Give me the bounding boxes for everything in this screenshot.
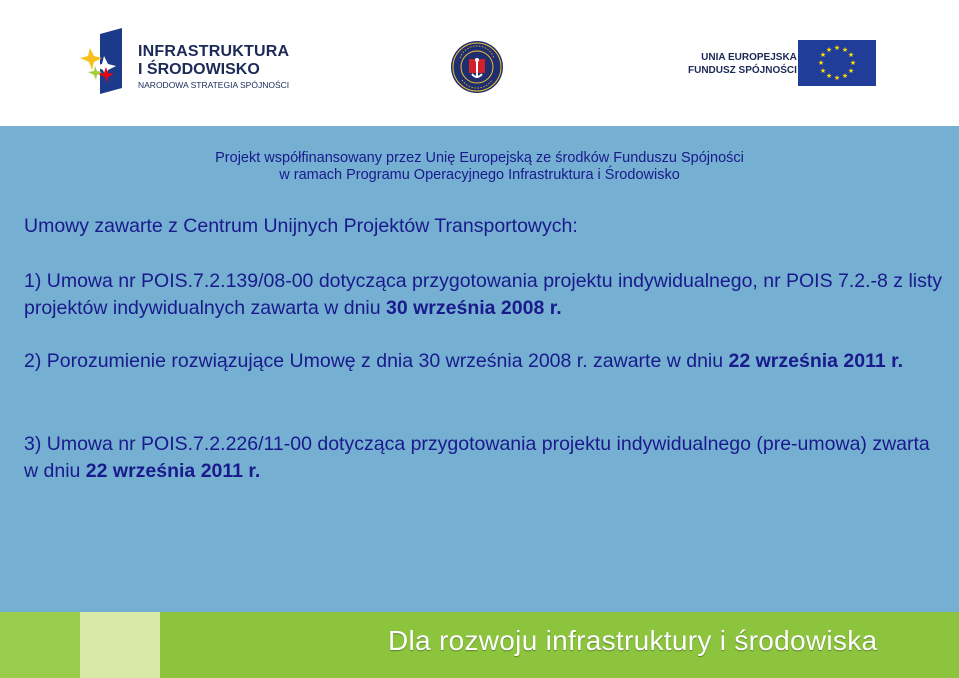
- footer-band-1: [0, 612, 80, 678]
- co-funding-line2: w ramach Programu Operacyjnego Infrastruktura i Środowisko: [279, 167, 680, 183]
- contract-item-2: [24, 348, 944, 375]
- eu-cohesion-fund-label: [688, 52, 797, 76]
- svg-text:★: ★: [819, 51, 827, 59]
- contract-item-1: [24, 268, 944, 322]
- maritime-office-seal-icon: [450, 40, 504, 94]
- main-content: [0, 126, 959, 612]
- co-funding-statement: [0, 150, 959, 184]
- header: [0, 0, 959, 126]
- svg-text:★: ★: [817, 59, 825, 67]
- logo-text-infrastruktura: INFRASTRUKTURA: [138, 43, 290, 60]
- poland-star-emblem-icon: [80, 28, 130, 94]
- logo-text-srodowisko: I ŚRODOWISKO: [138, 61, 260, 78]
- svg-text:★: ★: [847, 67, 855, 75]
- contract-item-3-text: 3) Umowa nr POIS.7.2.226/11-00 dotycząca przygotowania projektu indywidualnego (pre-umowa) zwarta w dniu: [24, 433, 930, 482]
- co-funding-line1: Projekt współfinansowany przez Unię Europejską ze środków Funduszu Spójności: [215, 150, 744, 166]
- svg-text:★: ★: [841, 72, 849, 80]
- infrastruktura-srodowisko-logo: [80, 28, 300, 98]
- svg-text:★: ★: [833, 74, 841, 82]
- eu-flag-icon: [798, 40, 876, 86]
- svg-text:★: ★: [819, 67, 827, 75]
- svg-text:★: ★: [825, 46, 833, 54]
- svg-text:★: ★: [847, 51, 855, 59]
- contract-item-1-text: 1) Umowa nr POIS.7.2.139/08-00 dotycząca przygotowania projektu indywidualnego, nr POIS 7.2.-8 z listy projektów indywidualnych zawarta w dniu: [24, 270, 943, 319]
- svg-text:★: ★: [833, 44, 841, 52]
- contract-item-2-date: 22 września 2011 r.: [728, 350, 904, 372]
- logo-text-nss: NARODOWA STRATEGIA SPÓJNOŚCI: [138, 80, 290, 90]
- contract-item-1-date: 30 września 2008 r.: [386, 297, 562, 319]
- svg-text:★: ★: [825, 72, 833, 80]
- contract-item-3-date: 22 września 2011 r.: [85, 460, 261, 482]
- footer-band-2: [80, 612, 160, 678]
- contracts-heading: Umowy zawarte z Centrum Unijnych Projektów Transportowych:: [24, 215, 578, 237]
- svg-text:★: ★: [849, 59, 857, 67]
- eu-label-line2: FUNDUSZ SPÓJNOŚCI: [688, 65, 797, 76]
- footer: [0, 612, 959, 678]
- contract-item-2-text: 2) Porozumienie rozwiązujące Umowę z dnia 30 września 2008 r. zawarte w dniu: [24, 350, 729, 372]
- contract-item-3: [24, 431, 944, 485]
- svg-text:★: ★: [841, 46, 849, 54]
- footer-slogan: Dla rozwoju infrastruktury i środowiska: [388, 625, 878, 656]
- eu-label-line1: UNIA EUROPEJSKA: [701, 52, 797, 63]
